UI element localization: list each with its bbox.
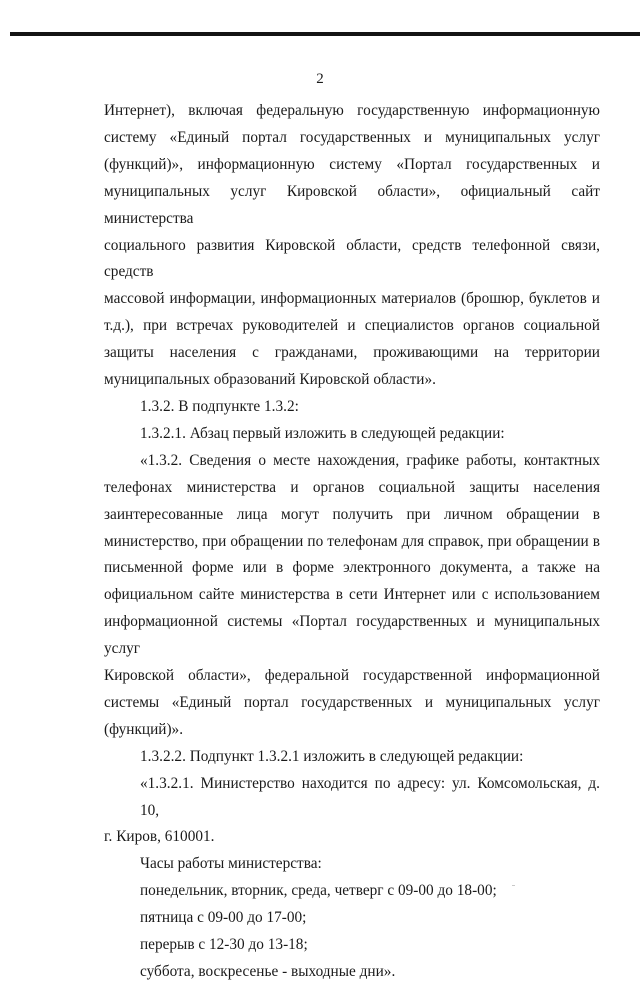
text-line: (функций)», информационную систему «Портал государственных и [104,155,600,173]
text-line: 1.3.2.2. Подпункт 1.3.2.1 изложить в следующей редакции: [140,747,524,765]
text-line: Интернет), включая федеральную государственную информационную [104,102,600,119]
text-line: муниципальных образований Кировской области». [104,371,436,389]
text-line: (функций)». [104,720,184,738]
text-line: перерыв с 12-30 до 13-18; [140,936,308,954]
text-line: «1.3.2. Сведения о месте нахождения, графике работы, контактных [140,451,600,469]
text-line: защиты населения с гражданами, проживающими на территории [104,344,600,362]
header-rule [10,32,640,36]
text-line: систему «Единый портал государственных и муниципальных услуг [104,128,600,146]
text-line: письменной форме или в форме электронного документа, а также на [104,559,600,577]
text-line: телефонах министерства и органов социальной защиты населения [104,478,600,496]
text-line: «1.3.2.1. Министерство находится по адресу: ул. Комсомольская, д. 10, [140,774,600,819]
text-line: суббота, воскресенье - выходные дни». [140,963,396,980]
text-line: министерство, при обращении по телефонам для справок, при обращении в [104,532,600,550]
text-line: социального развития Кировской области, средств телефонной связи, средств [104,236,600,281]
text-line: 1.3.2.1. Абзац первый изложить в следующей редакции: [140,424,505,442]
document-body [104,98,600,986]
text-line: массовой информации, информационных материалов (брошюр, буклетов и [104,290,600,308]
page-number: 2 [316,71,324,87]
text-line: заинтересованные лица могут получить при личном обращении в [104,505,600,523]
scan-speck [512,885,515,886]
text-line: т.д.), при встречах руководителей и специалистов органов социальной [104,317,600,335]
text-line: официальном сайте министерства в сети Интернет или с использованием [104,586,600,604]
text-line: информационной системы «Портал государственных и муниципальных услуг [104,613,600,658]
text-line: г. Киров, 610001. [104,828,215,846]
text-line: понедельник, вторник, среда, четверг с 09-00 до 18-00; [140,882,497,900]
text-line: Кировской области», федеральной государственной информационной [104,667,600,685]
text-line: пятница с 09-00 до 17-00; [140,909,307,927]
text-line: Часы работы министерства: [140,855,322,873]
text-line: муниципальных услуг Кировской области», официальный сайт министерства [104,182,600,227]
text-line: 1.3.2. В подпункте 1.3.2: [140,397,299,415]
text-line: системы «Единый портал государственных и муниципальных услуг [104,693,600,711]
